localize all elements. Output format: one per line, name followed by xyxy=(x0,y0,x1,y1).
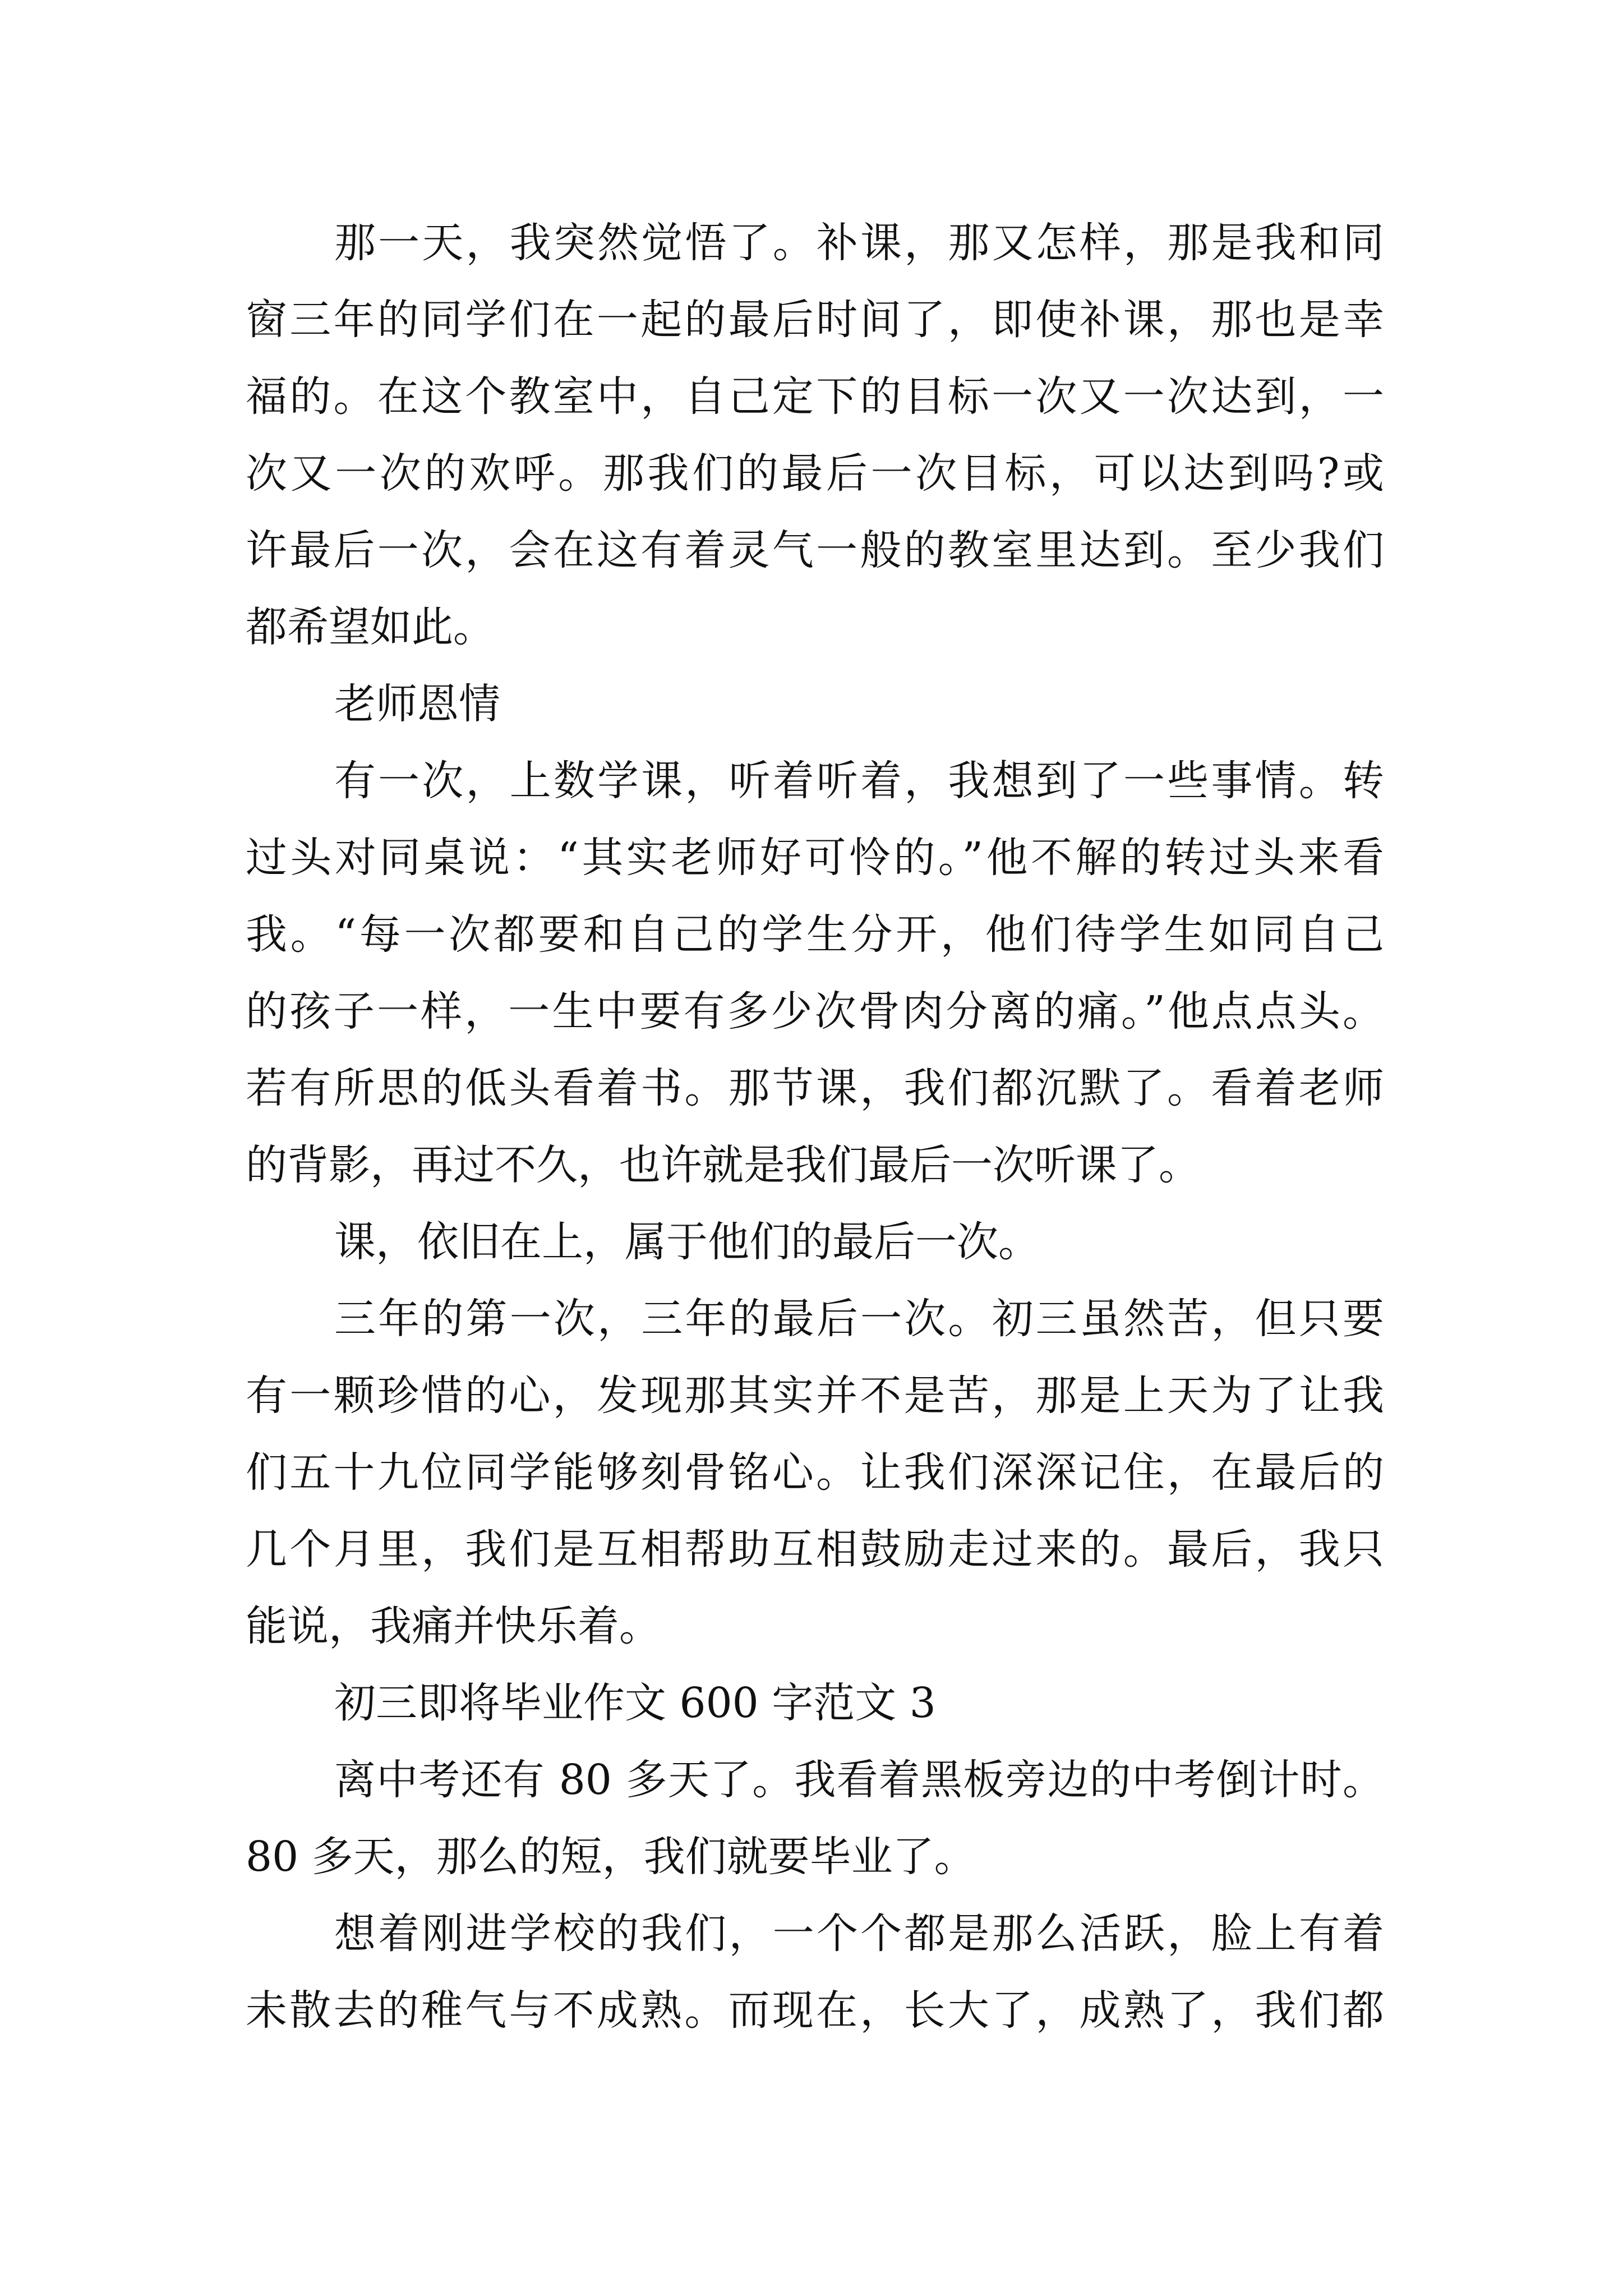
text-line: 有一次，上数学课，听着听着，我想到了一些事情。转 xyxy=(334,757,1384,805)
text-line: 能说，我痛并快乐着。 xyxy=(246,1602,661,1650)
text-line: 次又一次的欢呼。那我们的最后一次目标，可以达到吗?或 xyxy=(246,449,1384,498)
text-line: 未散去的稚气与不成熟。而现在，长大了，成熟了，我们都 xyxy=(246,1986,1384,2035)
text-line: 们五十九位同学能够刻骨铭心。让我们深深记住，在最后的 xyxy=(246,1448,1384,1497)
text-line: 离中考还有 80 多天了。我看着黑板旁边的中考倒计时。 xyxy=(334,1756,1384,1804)
text-line: 几个月里，我们是互相帮助互相鼓励走过来的。最后，我只 xyxy=(246,1525,1384,1573)
text-line: 过头对同桌说：“其实老师好可怜的。”他不解的转过头来看 xyxy=(246,834,1384,882)
section-heading: 老师恩情 xyxy=(334,680,500,728)
text-line: 都希望如此。 xyxy=(246,603,495,651)
text-line: 窗三年的同学们在一起的最后时间了，即使补课，那也是幸 xyxy=(246,296,1384,344)
text-line: 的背影，再过不久，也许就是我们最后一次听课了。 xyxy=(246,1141,1200,1189)
section-heading: 初三即将毕业作文 600 字范文 3 xyxy=(334,1679,936,1727)
text-line: 那一天，我突然觉悟了。补课，那又怎样，那是我和同 xyxy=(334,219,1384,267)
text-line: 我。“每一次都要和自己的学生分开，他们待学生如同自己 xyxy=(246,910,1384,959)
text-line: 课，依旧在上，属于他们的最后一次。 xyxy=(334,1218,1040,1266)
text-line: 的孩子一样，一生中要有多少次骨肉分离的痛。”他点点头。 xyxy=(246,987,1384,1036)
text-line: 三年的第一次，三年的最后一次。初三虽然苦，但只要 xyxy=(334,1295,1384,1343)
text-line: 80 多天，那么的短，我们就要毕业了。 xyxy=(246,1833,976,1881)
text-line: 福的。在这个教室中，自己定下的目标一次又一次达到，一 xyxy=(246,372,1384,421)
text-line: 许最后一次，会在这有着灵气一般的教室里达到。至少我们 xyxy=(246,526,1384,574)
text-line: 想着刚进学校的我们，一个个都是那么活跃，脸上有着 xyxy=(334,1910,1384,1958)
text-line: 有一颗珍惜的心，发现那其实并不是苦，那是上天为了让我 xyxy=(246,1372,1384,1420)
text-line: 若有所思的低头看着书。那节课，我们都沉默了。看着老师 xyxy=(246,1064,1384,1112)
